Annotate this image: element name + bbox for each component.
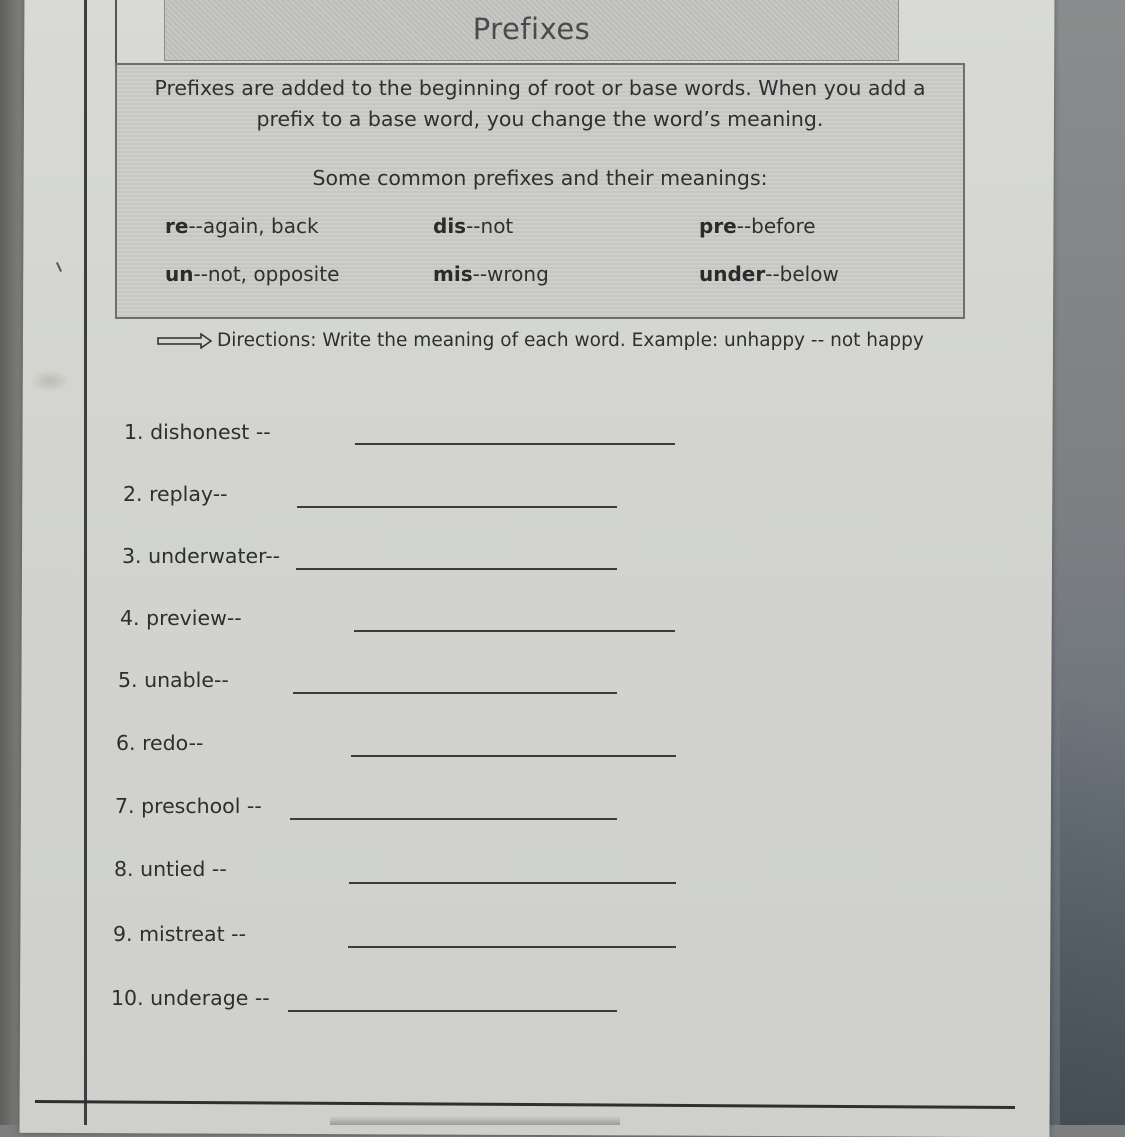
prefix-term: re xyxy=(165,214,189,238)
answer-blank-4[interactable] xyxy=(354,630,675,632)
intro-paragraph xyxy=(117,73,963,135)
answer-blank-9[interactable] xyxy=(348,946,676,948)
exercise-item-8: 8. untied -- xyxy=(114,857,227,881)
title-banner xyxy=(164,0,899,61)
prefix-meaning: --not, opposite xyxy=(193,262,340,286)
exercise-item-6: 6. redo-- xyxy=(116,731,204,755)
prefix-entry-dis xyxy=(433,214,513,238)
answer-blank-6[interactable] xyxy=(351,755,676,757)
exercise-item-7: 7. preschool -- xyxy=(115,794,262,818)
cut-off-footer-text xyxy=(330,1116,620,1125)
prefix-info-box xyxy=(115,63,965,319)
directions-line xyxy=(157,330,924,351)
prefix-list-heading: Some common prefixes and their meanings: xyxy=(312,166,768,190)
directions-text: Directions: Write the meaning of each word. Example: unhappy -- not happy xyxy=(217,330,924,351)
prefix-entry-re xyxy=(165,214,319,238)
answer-blank-2[interactable] xyxy=(297,506,617,508)
page-margin-line xyxy=(84,0,87,1125)
prefix-term: mis xyxy=(433,262,473,286)
prefix-meaning: --before xyxy=(736,214,816,238)
right-arrow-icon xyxy=(157,333,213,349)
prefix-entry-mis xyxy=(433,262,549,286)
intro-line-1: Prefixes are added to the beginning of root or base words. When you add a xyxy=(154,76,926,100)
prefix-term: under xyxy=(699,262,766,286)
answer-blank-1[interactable] xyxy=(355,443,675,445)
answer-blank-8[interactable] xyxy=(349,882,676,884)
answer-blank-7[interactable] xyxy=(290,818,617,820)
prefix-meaning: --again, back xyxy=(188,214,319,238)
prefix-term: pre xyxy=(699,214,737,238)
exercise-item-10: 10. underage -- xyxy=(111,986,270,1010)
prefix-term: un xyxy=(165,262,194,286)
page-title: Prefixes xyxy=(472,12,591,46)
prefix-entry-pre xyxy=(699,214,816,238)
exercise-item-5: 5. unable-- xyxy=(118,668,229,692)
desk-shadow xyxy=(1060,700,1125,1125)
exercise-item-9: 9. mistreat -- xyxy=(113,922,246,946)
prefix-meaning: --wrong xyxy=(472,262,549,286)
paper-smudge xyxy=(30,370,70,392)
exercise-item-1: 1. dishonest -- xyxy=(124,420,271,444)
answer-blank-5[interactable] xyxy=(293,692,617,694)
prefix-entry-un xyxy=(165,262,339,286)
exercise-item-3: 3. underwater-- xyxy=(122,544,281,568)
answer-blank-3[interactable] xyxy=(296,568,617,570)
prefix-meaning: --not xyxy=(466,214,514,238)
exercise-item-4: 4. preview-- xyxy=(120,606,242,630)
intro-line-2: prefix to a base word, you change the word’s meaning. xyxy=(256,107,824,131)
prefix-entry-under xyxy=(699,262,839,286)
prefix-meaning: --below xyxy=(765,262,839,286)
answer-blank-10[interactable] xyxy=(288,1010,617,1012)
prefix-term: dis xyxy=(433,214,467,238)
exercise-item-2: 2. replay-- xyxy=(123,482,228,506)
